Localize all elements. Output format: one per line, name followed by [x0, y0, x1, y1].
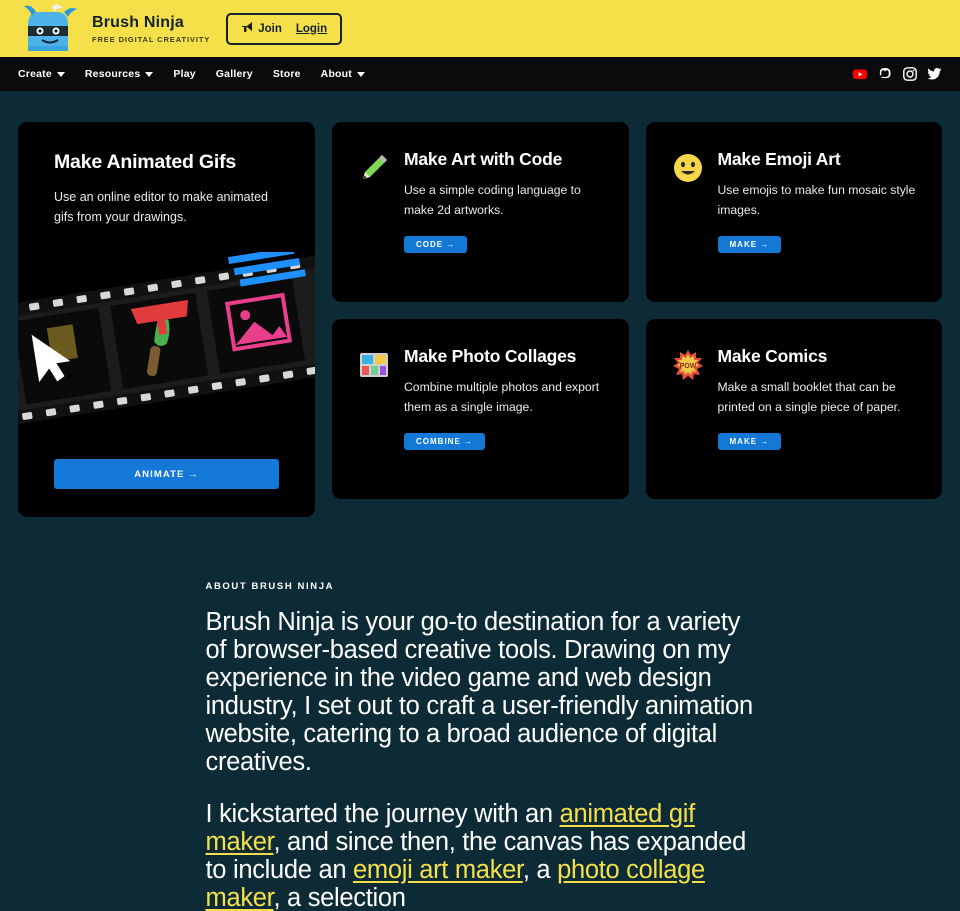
- about-text-part: , a selection: [273, 884, 406, 911]
- photo-grid-icon: [358, 349, 390, 381]
- nav-item-gallery[interactable]: [216, 68, 253, 80]
- nav-item-play[interactable]: [173, 68, 195, 80]
- code-button[interactable]: CODE →: [404, 236, 467, 253]
- photo-collage-maker-link[interactable]: photo collage maker: [205, 856, 705, 911]
- nav-item-create[interactable]: [18, 68, 65, 80]
- main-navigation: [0, 57, 960, 91]
- card-title: Make Comics: [717, 346, 828, 366]
- join-button[interactable]: [241, 21, 282, 36]
- youtube-icon[interactable]: [853, 67, 867, 81]
- cards-column-right: [332, 122, 942, 517]
- smiley-emoji-icon: [672, 152, 704, 184]
- emoji-art-maker-link[interactable]: emoji art maker: [353, 856, 523, 885]
- pencil-icon: [358, 152, 390, 184]
- join-label: Join: [258, 22, 282, 35]
- film-strip-artwork-icon: [18, 252, 315, 452]
- about-text-part: , a: [522, 856, 558, 885]
- nav-item-resources[interactable]: [85, 68, 154, 80]
- card-description: Use a simple coding language to make 2d artworks.: [404, 183, 581, 218]
- site-header: [0, 0, 960, 57]
- login-label: Login: [295, 22, 328, 35]
- nav-item-about[interactable]: [321, 68, 365, 80]
- nav-label: Play: [173, 68, 196, 80]
- cards-row-top: [332, 122, 942, 302]
- cards-column-left: [18, 122, 315, 517]
- brand-block[interactable]: [92, 14, 210, 44]
- brand-tagline: FREE DIGITAL CREATIVITY: [92, 34, 211, 44]
- card-emoji-art[interactable]: [646, 122, 943, 302]
- nav-label: Store: [272, 68, 301, 80]
- about-inner: [203, 581, 758, 911]
- about-text-part: I kickstarted the journey with an: [205, 800, 560, 829]
- card-comics[interactable]: [646, 319, 943, 499]
- card-photo-collages[interactable]: [332, 319, 629, 499]
- card-description: Combine multiple photos and export them as a single image.: [404, 380, 600, 415]
- cards-row-bottom: [332, 319, 942, 499]
- chevron-down-icon: [357, 72, 365, 77]
- chevron-down-icon: [145, 72, 153, 77]
- comic-pow-icon: [672, 349, 704, 381]
- card-title: Make Animated Gifs: [54, 151, 237, 173]
- login-button[interactable]: [296, 23, 327, 35]
- animated-gif-maker-link[interactable]: animated gif maker: [205, 800, 695, 857]
- about-paragraph-1: Brush Ninja is your go-to destination for a variety of browser-based creative tools. Drawing on my experience in the video game and web design industry, I set out to craft a user-friendly animation website, catering to a broad audience of digital creatives.: [205, 608, 753, 777]
- card-description: Use an online editor to make animated gifs from your drawings.: [54, 190, 269, 225]
- card-description: Make a small booklet that can be printed on a single piece of paper.: [717, 380, 901, 415]
- card-art-with-code[interactable]: [332, 122, 629, 302]
- nav-label: Create: [18, 68, 52, 80]
- instagram-icon[interactable]: [903, 67, 917, 81]
- brand-title: Brush Ninja: [92, 13, 184, 31]
- card-animated-gifs[interactable]: [18, 122, 315, 517]
- card-animated-gifs-text: [18, 122, 315, 228]
- header-inner: [0, 0, 515, 57]
- megaphone-icon: [241, 21, 254, 36]
- card-title: Make Emoji Art: [717, 149, 841, 169]
- make-comics-button[interactable]: MAKE →: [718, 433, 782, 450]
- make-emoji-button[interactable]: MAKE →: [718, 236, 782, 253]
- twitter-icon[interactable]: [928, 67, 942, 81]
- about-kicker: ABOUT BRUSH NINJA: [205, 581, 335, 592]
- chevron-down-icon: [57, 72, 65, 77]
- nav-item-store[interactable]: [273, 68, 301, 80]
- about-paragraph-2: [206, 800, 758, 911]
- feature-cards: [0, 91, 960, 517]
- animate-button[interactable]: ANIMATE →: [54, 459, 279, 489]
- nav-label: Gallery: [215, 68, 253, 80]
- nav-label: Resources: [84, 68, 141, 80]
- about-text-part: , and since then, the canvas has expanded to include an: [205, 828, 747, 885]
- about-section: [0, 517, 960, 911]
- social-links: [853, 57, 942, 91]
- card-title: Make Photo Collages: [404, 346, 577, 366]
- svg-text:POW: POW: [679, 363, 696, 370]
- mastodon-icon[interactable]: [878, 67, 892, 81]
- ninja-mascot-logo-icon[interactable]: [22, 4, 78, 54]
- nav-label: About: [320, 68, 352, 80]
- combine-button[interactable]: COMBINE →: [404, 433, 485, 450]
- card-description: Use emojis to make fun mosaic style images.: [717, 183, 916, 218]
- auth-box: [226, 13, 342, 45]
- card-title: Make Art with Code: [404, 149, 563, 169]
